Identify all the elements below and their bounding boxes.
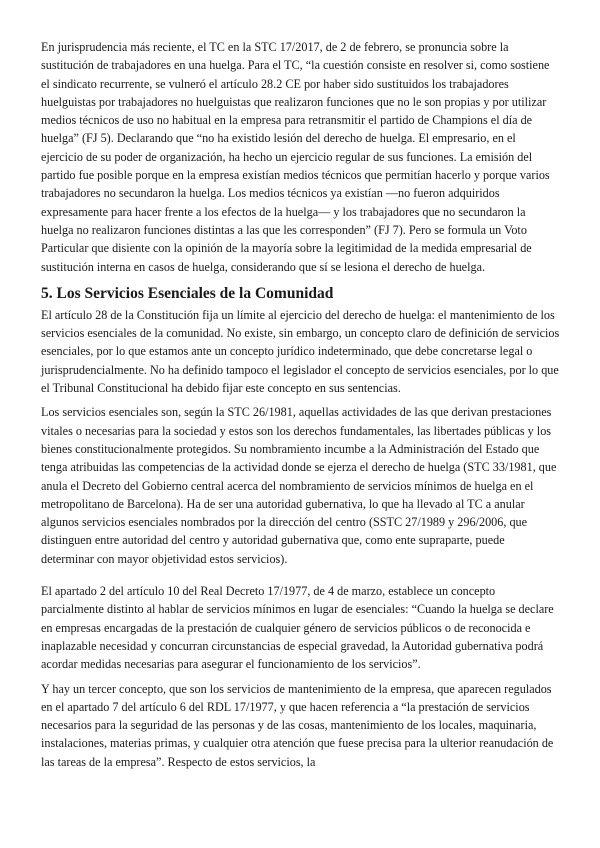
document-page bbox=[41, 38, 560, 771]
paragraph-servicios-mantenimiento: Y hay un tercer concepto, que son los servicios de mantenimiento de la empresa, que aparecen regulados en el apartado 7 del artículo 6 del RDL 17/1977, y que hacen referencia a “la prestación de servicios necesarios para la seguridad de las personas y de las cosas, mantenimiento de los locales, maquinaria, instalaciones, materias primas, y cualquier otra atención que fuese precisa para la ulterior reanudación de las tareas de la empresa”. Respecto de estos servicios, la bbox=[41, 681, 554, 769]
paragraph-stc-17-2017: En jurisprudencia más reciente, el TC en la STC 17/2017, de 2 de febrero, se pronuncia sobre la sustitución de trabajadores en una huelga. Para el TC, “la cuestión consiste en resolver si, como sostiene el sindicato recurrente, se vulneró el artículo 28.2 CE por haber sido sustituidos los trabajadores huelguistas por trabajadores no huelguistas que realizaron funciones que no le son propias y por utilizar medios técnicos de uso no habitual en la empresa para retransmitir el partido de Champions el día de huelga” (FJ 5). Declarando que “no ha existido lesión del derecho de huelga. El empresario, en el ejercicio de su poder de organización, ha hecho un ejercicio regular de sus funciones. La emisión del partido fue posible porque en la empresa existían medios técnicos que permitían hacerlo y porque varios trabajadores no secundaron la huelga. Los medios técnicos ya existían —no fueron adquiridos expresamente para hacer frente a los efectos de la huelga— y los trabajadores que no secundaron la huelga no realizaron funciones distintas a las que les corresponden” (FJ 7). Pero se formula un Voto Particular que disiente con la opinión de la mayoría sobre la legitimidad de la medida empresarial de sustitución interna en casos de huelga, considerando que sí se lesiona el derecho de huelga. bbox=[41, 40, 550, 274]
paragraph-real-decreto: El apartado 2 del artículo 10 del Real Decreto 17/1977, de 4 de marzo, establece un concepto parcialmente distinto al hablar de servicios mínimos en lugar de esenciales: “Cuando la huelga se declare en empresas encargadas de la prestación de cualquier género de servicios públicos o de reconocida e inaplazable necesidad y concurran circunstancias de especial gravedad, la Autoridad gubernativa podrá acordar medidas necesarias para asegurar el funcionamiento de los servicios”. bbox=[41, 584, 554, 672]
section-heading: 5. Los Servicios Esenciales de la Comunidad bbox=[41, 284, 334, 302]
paragraph-articulo-28: El artículo 28 de la Constitución fija un límite al ejercicio del derecho de huelga: el mantenimiento de los servicios esenciales de la comunidad. No existe, sin embargo, un concepto claro de definición de servicios esenciales, por lo que estamos ante un concepto jurídico indeterminado, que debe concretarse legal o jurisprudencialmente. No ha definido tampoco el legislador el concepto de servicios esenciales, por lo que el Tribunal Constitucional ha debido fijar este concepto en sus sentencias. bbox=[41, 307, 560, 396]
paragraph-servicios-esenciales: Los servicios esenciales son, según la STC 26/1981, aquellas actividades de las que derivan prestaciones vitales o necesarias para la sociedad y estos son los derechos fundamentales, las libertades públicas y los bienes constitucionalmente protegidos. Su nombramiento incumbe a la Administración del Estado que tenga atribuidas las competencias de la actividad donde se ejerza el derecho de huelga (STC 33/1981, que anula el Decreto del Gobierno central acerca del nombramiento de servicios mínimos de huelga en el metropolitano de Barcelona). Ha de ser una autoridad gubernativa, lo que ha llevado al TC a anular algunos servicios esenciales nombrados por la dirección del centro (SSTC 27/1989 y 296/2006, que distinguen entre autoridad del centro y autoridad gubernativa que, como ente supraparte, puede determinar con mayor objetividad estos servicios). bbox=[41, 405, 557, 566]
